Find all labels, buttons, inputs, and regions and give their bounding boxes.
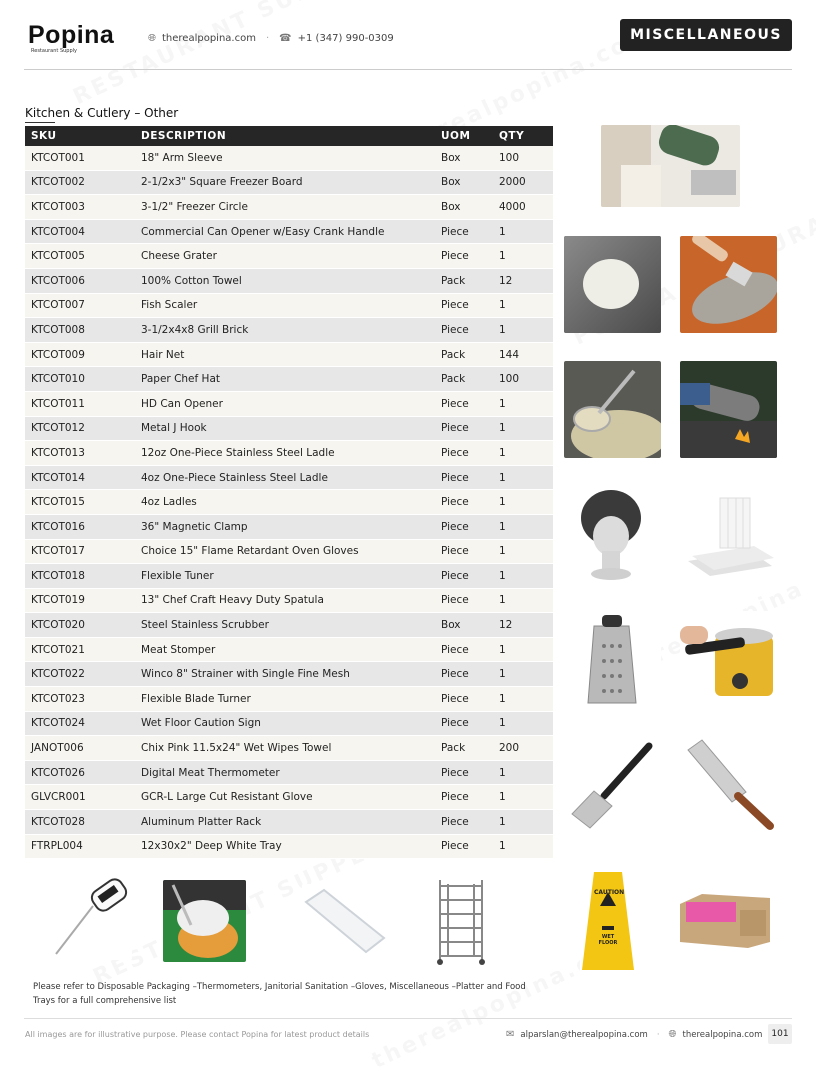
row-description: 4oz One-Piece Stainless Steel Ladle — [135, 465, 435, 490]
row-qty: 1 — [493, 318, 553, 343]
table-row — [25, 244, 553, 269]
row-uom: Box — [435, 170, 493, 195]
row-description: Winco 8" Strainer with Single Fine Mesh — [135, 662, 435, 687]
row-uom: Box — [435, 195, 493, 220]
title-underline — [25, 122, 55, 123]
footer-website[interactable]: therealpopina.com — [682, 1029, 763, 1040]
row-qty: 4000 — [493, 195, 553, 220]
row-qty: 1 — [493, 760, 553, 785]
row-qty: 1 — [493, 539, 553, 564]
arm-sleeve-image — [601, 125, 740, 207]
table-row — [25, 170, 553, 195]
row-qty: 1 — [493, 564, 553, 589]
header-contact — [148, 33, 394, 44]
separator-dot: · — [265, 33, 270, 44]
row-sku: KTCOT010 — [25, 367, 135, 392]
header-description: DESCRIPTION — [135, 126, 435, 146]
row-qty: 1 — [493, 514, 553, 539]
table-row — [25, 293, 553, 318]
table-row — [25, 441, 553, 466]
category-title-text: Kitchen & Cutlery – Other — [25, 106, 179, 120]
row-sku: KTCOT020 — [25, 613, 135, 638]
brand-tag: Restaurant Supply — [31, 48, 78, 54]
table-body — [25, 146, 553, 859]
row-sku: KTCOT013 — [25, 441, 135, 466]
row-sku: KTCOT001 — [25, 146, 135, 170]
row-uom: Piece — [435, 810, 493, 835]
table-row — [25, 810, 553, 835]
row-description: Flexible Tuner — [135, 564, 435, 589]
row-uom: Piece — [435, 416, 493, 441]
row-description: HD Can Opener — [135, 391, 435, 416]
table-row — [25, 367, 553, 392]
row-description: Wet Floor Caution Sign — [135, 711, 435, 736]
row-description: Paper Chef Hat — [135, 367, 435, 392]
row-qty: 1 — [493, 416, 553, 441]
spatula-image — [564, 736, 661, 833]
row-sku: KTCOT024 — [25, 711, 135, 736]
row-uom: Piece — [435, 687, 493, 712]
reference-note: Please refer to Disposable Packaging –Thermometers, Janitorial Sanitation –Gloves, Miscellaneous –Platter and Food Trays for a full comprehensive list — [33, 982, 526, 1006]
row-uom: Piece — [435, 244, 493, 269]
row-uom: Piece — [435, 564, 493, 589]
row-description: Fish Scaler — [135, 293, 435, 318]
row-uom: Piece — [435, 318, 493, 343]
row-description: Digital Meat Thermometer — [135, 760, 435, 785]
fish-scaler-image — [680, 236, 777, 333]
table-row — [25, 588, 553, 613]
brand-name: Popina — [28, 21, 115, 49]
row-description: Choice 15" Flame Retardant Oven Gloves — [135, 539, 435, 564]
header-divider — [24, 69, 792, 70]
row-sku: KTCOT023 — [25, 687, 135, 712]
row-uom: Piece — [435, 785, 493, 810]
row-sku: KTCOT014 — [25, 465, 135, 490]
row-uom: Pack — [435, 342, 493, 367]
row-qty: 1 — [493, 637, 553, 662]
ladle-image — [564, 361, 661, 458]
row-uom: Piece — [435, 514, 493, 539]
row-qty: 12 — [493, 613, 553, 638]
row-description: 4oz Ladles — [135, 490, 435, 515]
row-qty: 1 — [493, 391, 553, 416]
row-uom: Piece — [435, 662, 493, 687]
table-row — [25, 465, 553, 490]
table-row — [25, 637, 553, 662]
row-sku: KTCOT006 — [25, 268, 135, 293]
row-description: 2-1/2x3" Square Freezer Board — [135, 170, 435, 195]
table-row — [25, 687, 553, 712]
row-qty: 1 — [493, 465, 553, 490]
globe-icon: 🌐︎ — [148, 33, 156, 44]
table-row — [25, 268, 553, 293]
globe-icon: 🌐︎ — [668, 1029, 677, 1040]
row-qty: 1 — [493, 785, 553, 810]
row-qty: 1 — [493, 810, 553, 835]
row-uom: Piece — [435, 711, 493, 736]
cut-glove-image — [163, 880, 246, 962]
white-tray-image — [302, 884, 386, 956]
row-uom: Pack — [435, 736, 493, 761]
header-qty: QTY — [493, 126, 553, 146]
platter-rack-image — [434, 876, 488, 966]
row-qty: 1 — [493, 293, 553, 318]
row-sku: KTCOT021 — [25, 637, 135, 662]
mail-icon: ✉ — [506, 1029, 515, 1040]
table-row — [25, 539, 553, 564]
footer-disclaimer: All images are for illustrative purpose. Please contact Popina for latest product details — [25, 1030, 370, 1039]
row-description: 3-1/2x4x8 Grill Brick — [135, 318, 435, 343]
blade-turner-image — [680, 736, 777, 833]
freezer-circle-image — [564, 236, 661, 333]
popina-logo — [28, 22, 114, 54]
row-description: GCR-L Large Cut Resistant Glove — [135, 785, 435, 810]
row-uom: Piece — [435, 465, 493, 490]
row-description: 12x30x2" Deep White Tray — [135, 834, 435, 859]
row-description: 12oz One-Piece Stainless Steel Ladle — [135, 441, 435, 466]
row-description: 36" Magnetic Clamp — [135, 514, 435, 539]
row-sku: KTCOT012 — [25, 416, 135, 441]
row-sku: KTCOT005 — [25, 244, 135, 269]
row-description: 100% Cotton Towel — [135, 268, 435, 293]
separator-dot: · — [656, 1029, 660, 1040]
can-opener-image — [680, 611, 777, 708]
row-sku: KTCOT018 — [25, 564, 135, 589]
table-row — [25, 613, 553, 638]
row-sku: KTCOT004 — [25, 219, 135, 244]
row-sku: KTCOT019 — [25, 588, 135, 613]
row-sku: KTCOT022 — [25, 662, 135, 687]
footer-contact — [506, 1029, 762, 1040]
table-row — [25, 391, 553, 416]
row-description: Meat Stomper — [135, 637, 435, 662]
row-description: 18" Arm Sleeve — [135, 146, 435, 170]
cheese-grater-image — [564, 611, 661, 708]
row-uom: Piece — [435, 637, 493, 662]
row-qty: 1 — [493, 711, 553, 736]
row-description: 3-1/2" Freezer Circle — [135, 195, 435, 220]
row-uom: Pack — [435, 367, 493, 392]
caution-sign-label: CAUTION — [594, 889, 625, 896]
row-sku: KTCOT009 — [25, 342, 135, 367]
row-uom: Pack — [435, 268, 493, 293]
row-uom: Piece — [435, 834, 493, 859]
table-row — [25, 342, 553, 367]
wet-wipes-image — [678, 890, 772, 950]
header-website[interactable]: therealpopina.com — [162, 33, 256, 44]
row-sku: KTCOT015 — [25, 490, 135, 515]
table-row — [25, 834, 553, 859]
thermometer-image — [48, 876, 132, 960]
table-row — [25, 490, 553, 515]
row-uom: Piece — [435, 391, 493, 416]
table-row — [25, 785, 553, 810]
table-row — [25, 662, 553, 687]
row-uom: Piece — [435, 441, 493, 466]
row-sku: FTRPL004 — [25, 834, 135, 859]
caution-sign-image — [580, 866, 636, 974]
row-qty: 1 — [493, 588, 553, 613]
row-description: Commercial Can Opener w/Easy Crank Handle — [135, 219, 435, 244]
header-sku: SKU — [25, 126, 135, 146]
row-description: Hair Net — [135, 342, 435, 367]
row-qty: 1 — [493, 219, 553, 244]
row-uom: Piece — [435, 539, 493, 564]
table-row — [25, 146, 553, 170]
footer-divider — [24, 1018, 792, 1019]
row-sku: KTCOT016 — [25, 514, 135, 539]
row-description: Steel Stainless Scrubber — [135, 613, 435, 638]
row-qty: 1 — [493, 687, 553, 712]
table-row — [25, 195, 553, 220]
watermark — [69, 0, 364, 110]
row-qty: 12 — [493, 268, 553, 293]
row-description: Metal J Hook — [135, 416, 435, 441]
wet-floor-label: WET FLOOR — [598, 934, 618, 946]
table-row — [25, 416, 553, 441]
footer-email[interactable]: alparslan@therealpopina.com — [520, 1029, 648, 1040]
row-sku: KTCOT008 — [25, 318, 135, 343]
row-qty: 1 — [493, 244, 553, 269]
row-uom: Piece — [435, 219, 493, 244]
category-title — [25, 106, 178, 120]
row-sku: KTCOT007 — [25, 293, 135, 318]
row-qty: 1 — [493, 662, 553, 687]
row-description: 13" Chef Craft Heavy Duty Spatula — [135, 588, 435, 613]
table-row — [25, 736, 553, 761]
row-qty: 1 — [493, 441, 553, 466]
row-description: Aluminum Platter Rack — [135, 810, 435, 835]
table-header-row — [25, 126, 553, 146]
row-uom: Piece — [435, 760, 493, 785]
row-description: Flexible Blade Turner — [135, 687, 435, 712]
row-sku: GLVCR001 — [25, 785, 135, 810]
header-uom: UOM — [435, 126, 493, 146]
page-number: 101 — [768, 1024, 792, 1044]
table-row — [25, 219, 553, 244]
row-qty: 100 — [493, 146, 553, 170]
table-row — [25, 760, 553, 785]
row-qty: 144 — [493, 342, 553, 367]
row-uom: Piece — [435, 490, 493, 515]
table-row — [25, 318, 553, 343]
header-phone[interactable]: +1 (347) 990-0309 — [297, 33, 394, 44]
phone-icon: ☎ — [279, 33, 292, 44]
row-description: Chix Pink 11.5x24" Wet Wipes Towel — [135, 736, 435, 761]
chef-hat-image — [680, 486, 777, 583]
product-table — [25, 126, 553, 859]
row-sku: KTCOT011 — [25, 391, 135, 416]
table-row — [25, 564, 553, 589]
oven-glove-image — [680, 361, 777, 458]
row-qty: 200 — [493, 736, 553, 761]
table-row — [25, 711, 553, 736]
row-uom: Piece — [435, 293, 493, 318]
row-qty: 1 — [493, 834, 553, 859]
row-qty: 100 — [493, 367, 553, 392]
section-badge: MISCELLANEOUS — [620, 19, 792, 51]
hair-net-image — [564, 486, 661, 583]
row-sku: KTCOT003 — [25, 195, 135, 220]
table-row — [25, 514, 553, 539]
row-uom: Box — [435, 613, 493, 638]
row-sku: JANOT006 — [25, 736, 135, 761]
row-sku: KTCOT002 — [25, 170, 135, 195]
row-sku: KTCOT026 — [25, 760, 135, 785]
row-sku: KTCOT028 — [25, 810, 135, 835]
row-uom: Box — [435, 146, 493, 170]
row-uom: Piece — [435, 588, 493, 613]
row-qty: 2000 — [493, 170, 553, 195]
row-sku: KTCOT017 — [25, 539, 135, 564]
row-qty: 1 — [493, 490, 553, 515]
row-description: Cheese Grater — [135, 244, 435, 269]
